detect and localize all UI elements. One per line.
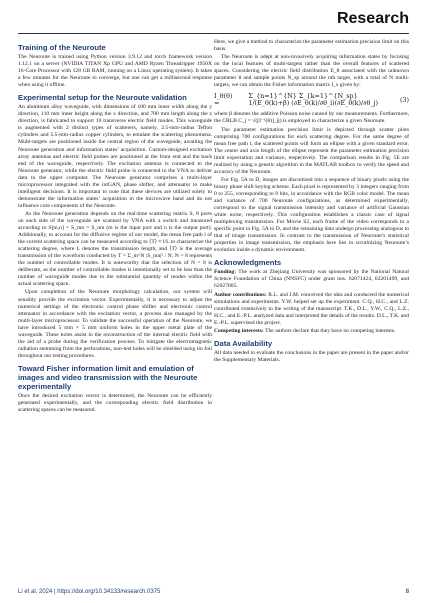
section-heading-training: Training of the Neuroute	[18, 43, 106, 52]
page-number: 8	[405, 589, 409, 595]
journal-name: Research	[336, 10, 409, 27]
contrib-text: R.L. and J.M. conceived the idea and conducted the numerical simulations and experiments. Y.W. helped set up the experiment. C.Q., H.C., and L.Z. contributed extensively to the writing of the manuscript. T.K., D.L., Y.W., C.Q., L.Z., H.C., and E.-P.L. analyzed data and interpreted the details of the results. D.L., T.K. and E.-P.L. supervised the project.	[214, 291, 409, 326]
equation-lhs: I_θ(θ) =	[214, 92, 233, 108]
paragraph-fisher: Once the desired excitation vector is determined, the Neuroute can be efficiently generated experimentally, and the corresponding electric field distribution in scattering spaces can be measured.	[18, 392, 212, 414]
paragraph-figure: For Fig. 5A to D, images are discretized into a sequence of binary pixels using the binary phase shift keying scheme. Each pixel is represented by 3 integers ranging from 0 to 255, corresponding to 8 bits, in accordance with the RGB color model. The mean and variance of 700 Neuroute configurations, as determined experimentally, correspond to the signal transmission intensity and variance of artificial Gaussian white noise, respectively. This configuration establishes a classic case of signal multiplexing transmission. For Movie S2, each frame of the video corresponds to a specific point in Fig. 5A to D, and the remaining data undergo processing analogous to that of image transmission. In contrast to the transmission of Neuroute’s statistical properties in image transmission, the emphasis here lies in scrutinizing Neuroute’s evolution inside a dynamic environment.	[214, 176, 409, 254]
section-heading-ack: Acknowledgments	[214, 258, 282, 268]
paragraph-funding	[214, 269, 409, 290]
paragraph-setup-1: An aluminum alloy waveguide, with dimensions of 100 mm inner width along the y direction, 110 mm inner height along the x direction, and 700 mm length along the z direction, is fabricated to support 10 transverse electric field modes. This waveguide is augmented with 2 distinct types of scatterers, namely, 2.5-mm-radius Teflon cylinders and 5.5-mm-radius copper cylinders, to emulate the scattering phenomena. Multi-targets are positioned inside the central region of the waveguide, awaiting the Neuroute generation and information states’ acquisition. Custom-designed excitation array antennas and electric field probes are positioned at the front end and the back end of the waveguide, respectively. The excitation antenna is connected to the Neuroute generator, while the electric field probe is connected to the VNA to deliver data to the upper computer. The Neuroute generator comprises a multi-layer microprocessor integrated with the intGAN, phase shifter, and attenuator to make intelligent decisions. It is important to note that these devices are utilized solely to demonstrate the information states’ acquisition in the microwave band and do not influence core components of the Neuroute.	[18, 104, 212, 209]
competing-text: The authors declare that they have no competing interests.	[265, 327, 396, 334]
paragraph-contrib	[214, 292, 409, 327]
paragraph-setup-2: As the Neuroute generation depends on the real-time scattering matrix S, 8 ports on each side of the waveguide are scanned by VNA with a switch and measured according to S[m,n] = S_mn = S_nm (m is the input port and n is the output port). Additionally, to account for the diffusive regime of our model, the mean free path l of the current scattering space can be measured according to ⟨T⟩ ≈ l/L to characterize the scattering degree, where L denotes the transmission length, and ⟨T⟩ is the average transmission of the waveform conducted by T = Σ_m^N |S_mn|² / N; N = 8 represents the number of controllable modes. It is noteworthy that the selection of N = 8 is deliberate, as the number of controllable modes is intentionally set to be less than the number of waveguide modes due to the substantial quantity of modes within the actual scattering space.	[18, 210, 212, 288]
header-rule	[18, 33, 409, 34]
equation-3	[214, 93, 409, 107]
footer-citation-link[interactable]: Li et al. 2024 | https://doi.org/10.34133/research.0375	[18, 589, 161, 595]
paragraph-beta: where β denotes the additive Poisson noise caused by our measurements. Furthermore, the CRLB C_j = √([I⁻¹(θ)]_jj) is employed to characterize a given Neuroute.	[214, 111, 409, 125]
paragraph-competing	[214, 328, 409, 335]
paragraph-data: All data needed to evaluate the conclusions in the paper are present in the paper and/or the Supplementary Materials.	[214, 349, 409, 363]
funding-label: Funding:	[214, 269, 237, 276]
competing-label: Competing interests:	[214, 327, 264, 334]
section-heading-fisher: Toward Fisher information limit and emulation of images and video transmission with the Neuroute experimentally	[18, 363, 198, 391]
paragraph-fisher-2: The Neuroute is adept at non-invasively acquiring information states by focusing on the local features of multi-targets rather than the overall features of scattered spaces. Considering the electric field distribution E_θ associated with the unknown parameter θ and sample points N_sp around the nth target, with a total of N multi-targets, we can obtain the Fisher information matrix I_s given by:	[214, 54, 409, 89]
contrib-label: Author contributions:	[214, 291, 267, 298]
equation-number: (3)	[399, 95, 409, 104]
section-heading-setup: Experimental setup for the Neuroute validation	[18, 93, 187, 103]
section-heading-data: Data Availability	[214, 338, 273, 348]
paragraph-training: The Neuroute is trained using Python version 3.9.12 and torch framework version 1.12.1 on a server (NVIDIA TITAN Xp GPU and AMD Ryzen Threadripper 1950X 16-Core Processor with 128 GB RAM, running on a Linux operating system). It takes a few minutes for the Neuroute to converge, but one can get a millisecond response when using it offline.	[18, 54, 212, 89]
paragraph-param: The parameter estimation precision limit is depicted through scatter plots comprising 700 configurations for each scattering degree. For the same degree of mean free path l, the scattered points will form an ellipse with a given standard error. The center and axis length of the ellipse represent the parameter estimation precision limit expectation and variance, respectively. The comparison results in Fig. 5E are realized by using a genetic algorithm in the MATLAB toolbox to verify the speed and accuracy of the Neuroute.	[214, 126, 409, 175]
paragraph-setup-3: Upon completion of the Neuroute morphology calculation, our system will sensibly provide the excitation vector. Experimentally, it is necessary to adjust the numerical settings of the electronic control phase shifter and electronic control attenuator in accordance with the excitation vector, a process also managed by the multi-layer microprocessor. To validate the successful operation of the Neuroute, we have introduced 5 mm × 5 mm uniform holes in the upper metal plate of the waveguide. These holes assist in the reconstruction of the internal electric field with the aid of a probe during the verification process. To mitigate the electromagnetic radiation stemming from the perforations, non-test holes will be shielded using tin foil throughout our testing procedures.	[18, 289, 212, 359]
equation-body: Σ_{n=1}^{N} Σ_{k=1}^{N_sp} 1/(E_θ(k)+β) (∂E_θ(k)/∂θ_i)(∂E_θ(k)/∂θ_j)	[248, 92, 379, 108]
left-column	[18, 39, 212, 415]
funding-text: The work at Zhejiang University was sponsored by the National Natural Science Foundation of China (NNSFC) under grant nos. 62071424, 62201499, and 62027805.	[214, 269, 409, 290]
right-column	[214, 39, 409, 365]
paragraph-continued: Here, we give a method to characterize the parameter estimation precision limit on this basis.	[214, 39, 409, 53]
